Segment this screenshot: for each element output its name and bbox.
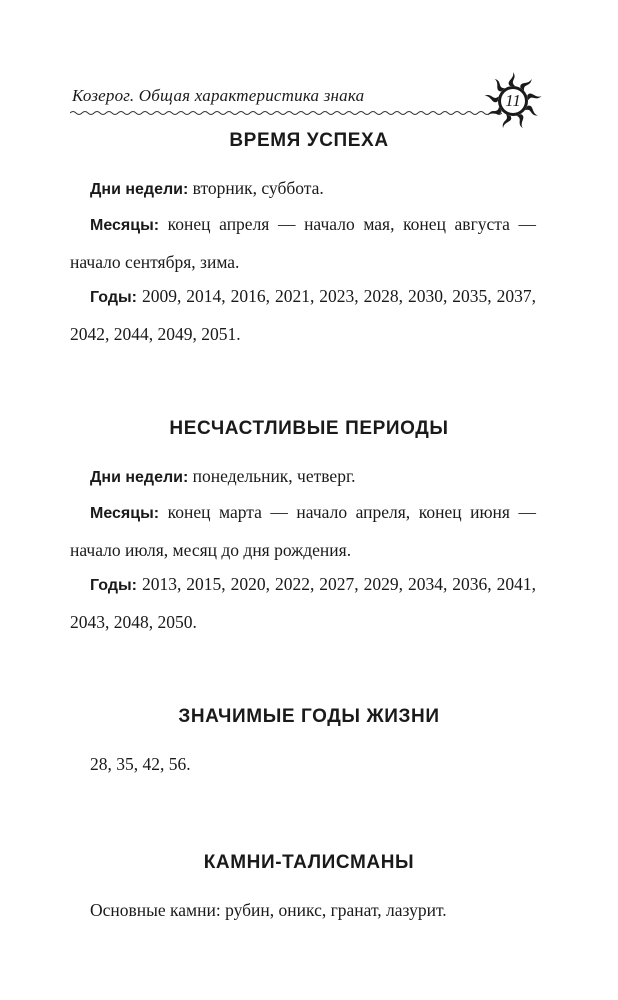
success-weekdays [70,170,536,208]
section-heading-talisman-stones: КАМНИ-ТАЛИСМАНЫ [203,852,415,873]
unlucky-weekdays [70,458,536,496]
running-title: Козерог. Общая характеристика знака [72,86,365,105]
section-heading-significant-years: ЗНАЧИМЫЕ ГОДЫ ЖИЗНИ [178,706,440,727]
success-years [70,278,536,352]
months-label: Месяцы: [90,505,160,522]
section-heading-unlucky-periods: НЕСЧАСТЛИВЫЕ ПЕРИОДЫ [169,418,449,439]
years-value: 2009, 2014, 2016, 2021, 2023, 2028, 2030, 2035, 2037, 2042, 2044, 2049, 2051. [70,286,536,344]
years-label: Годы: [90,289,137,306]
significant-years-text: 28, 35, 42, 56. [90,754,191,774]
weekdays-value: понедельник, четверг. [188,466,356,486]
success-months [70,206,536,280]
years-value: 2013, 2015, 2020, 2022, 2027, 2029, 2034, 2036, 2041, 2043, 2048, 2050. [70,574,536,632]
months-value: конец марта — начало апреля, конец июня — начало июля, месяц до дня рождения. [70,502,536,560]
months-label: Месяцы: [90,217,160,234]
years-label: Годы: [90,577,137,594]
unlucky-months [70,494,536,568]
talisman-stones-text: Основные камни: рубин, оникс, гранат, лазурит. [90,900,447,920]
weekdays-label: Дни недели: [90,469,189,486]
months-value: конец апреля — начало мая, конец августа — начало сентября, зима. [70,214,536,272]
unlucky-years [70,566,536,640]
weekdays-value: вторник, суббота. [188,178,324,198]
wavy-rule-divider [70,109,502,117]
weekdays-label: Дни недели: [90,181,189,198]
section-heading-success-time: ВРЕМЯ УСПЕХА [229,130,389,151]
page-number: 11 [505,91,521,110]
